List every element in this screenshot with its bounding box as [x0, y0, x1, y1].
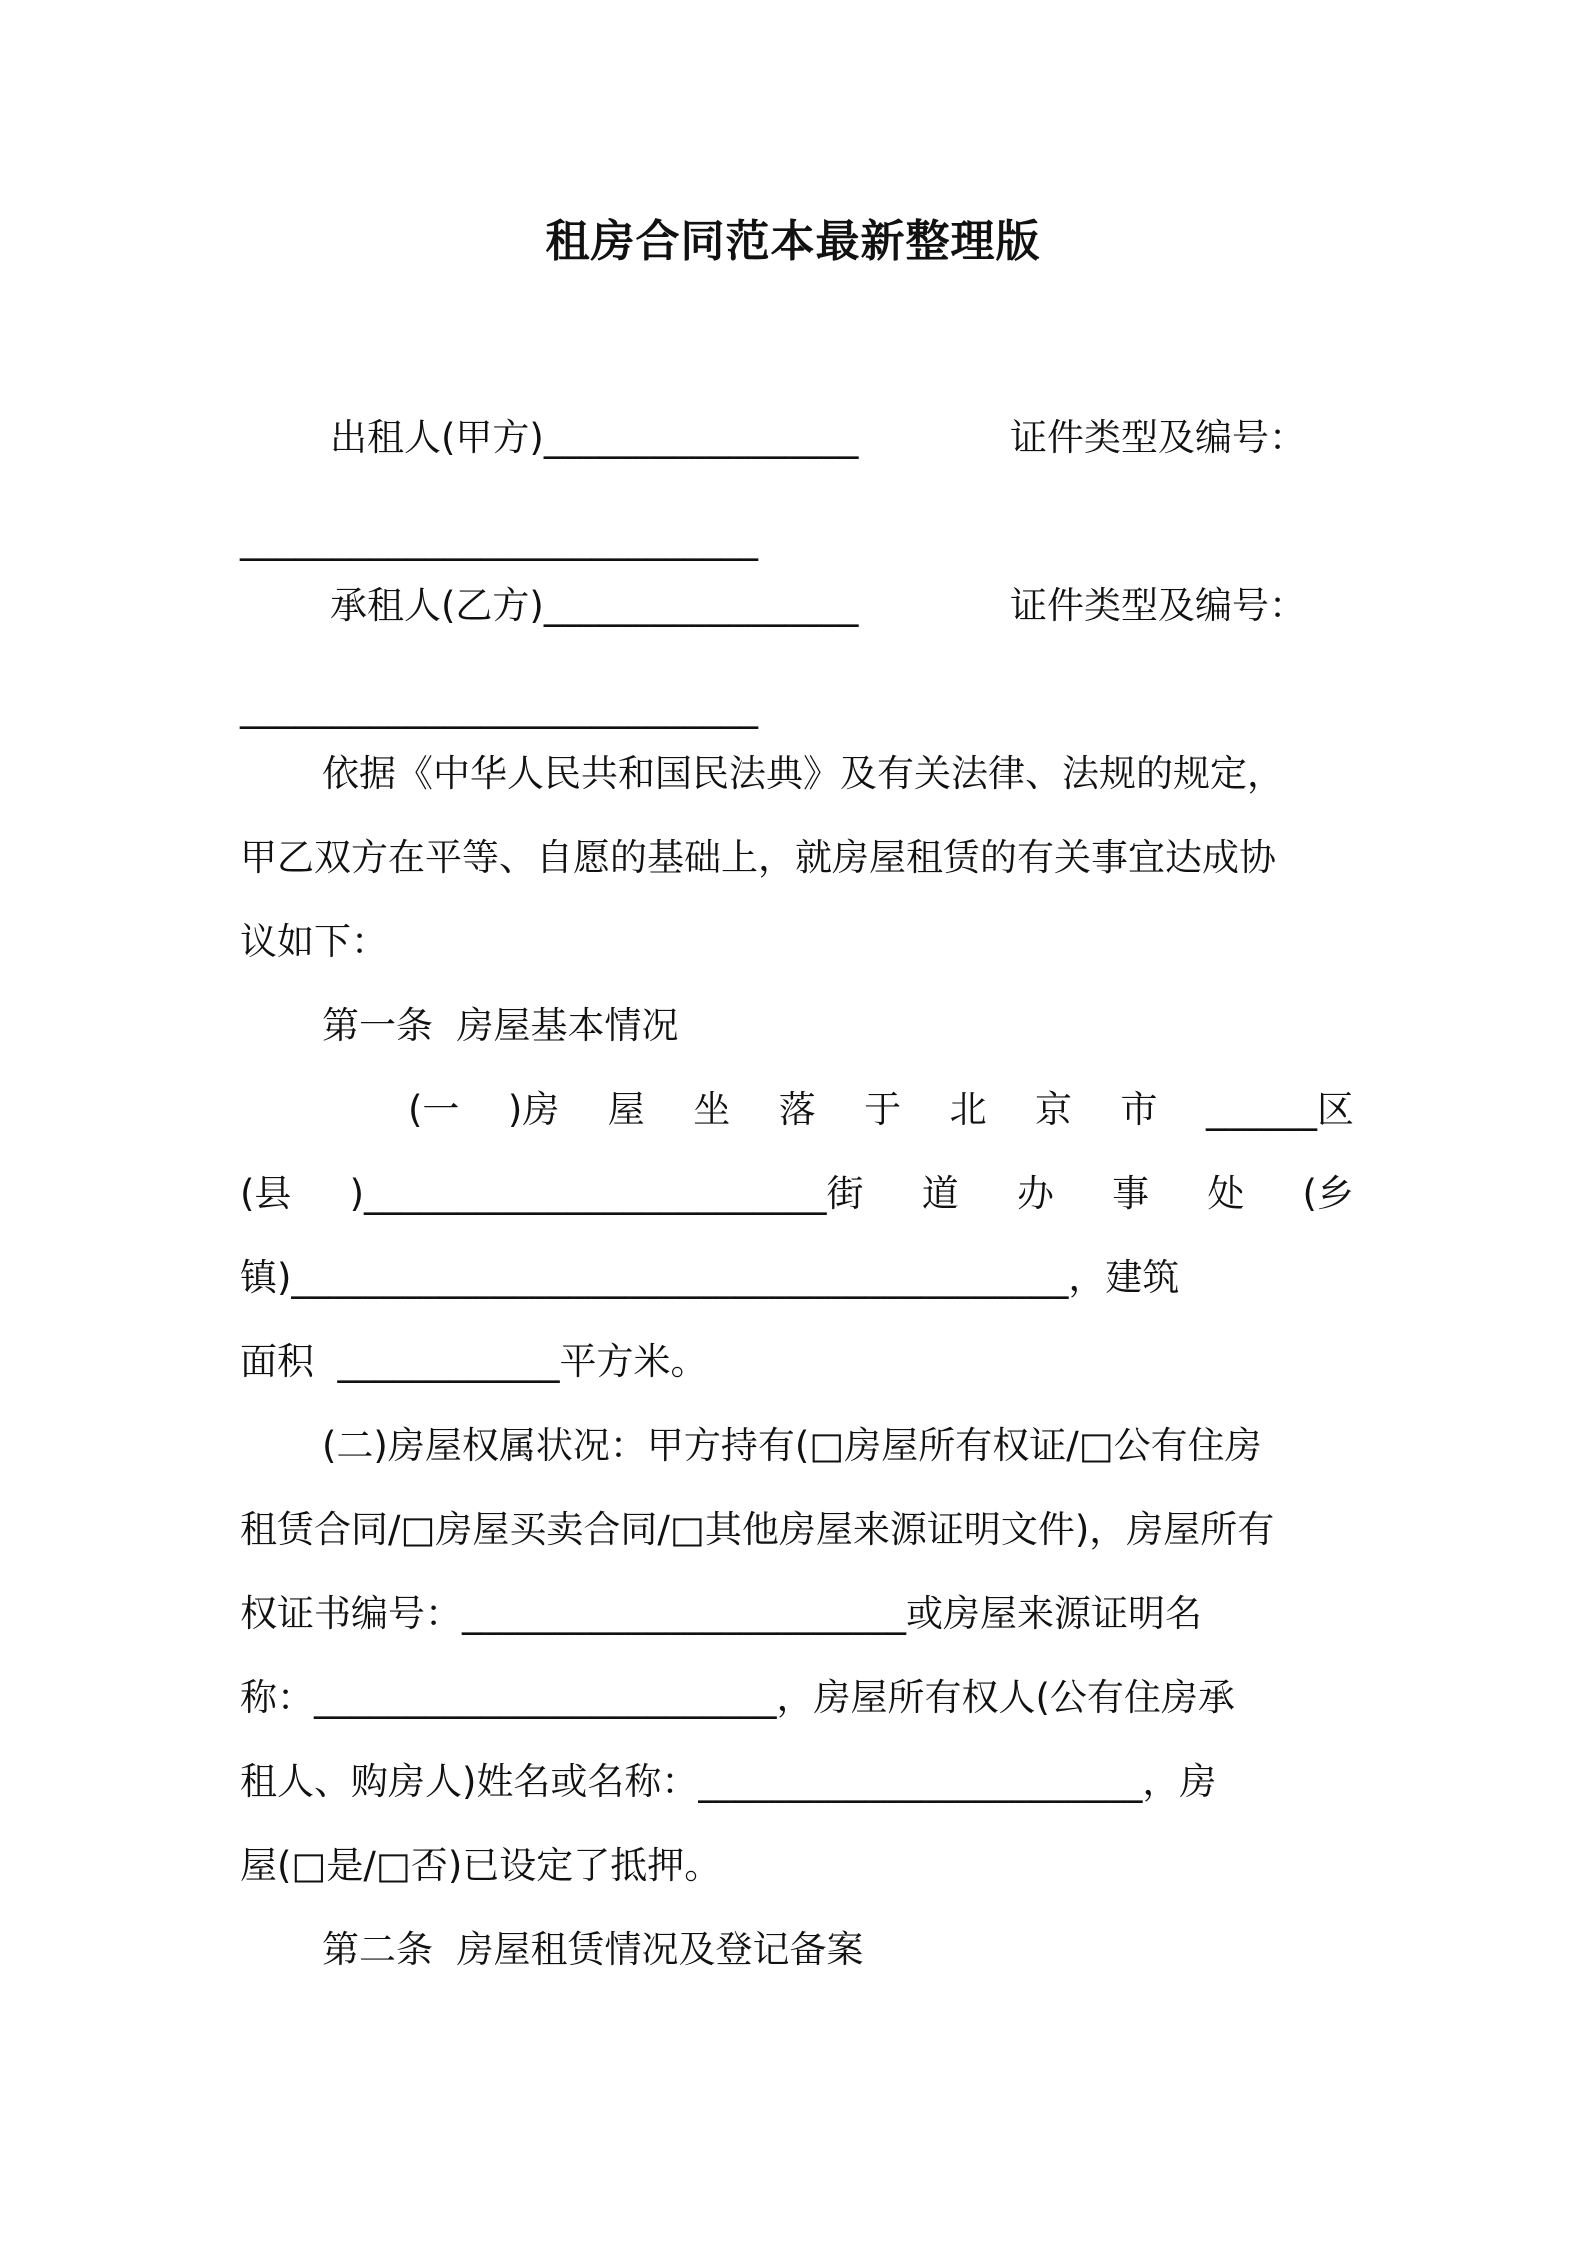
party-b-id-label: 证件类型及编号：: [1010, 584, 1306, 627]
text-segment: 道: [921, 1172, 959, 1215]
article-1-item-1-line-4: 面积 ____________平方米。: [240, 1340, 708, 1383]
article-1-item-2-line: 租赁合同/□房屋买卖合同/□其他房屋来源证明文件)，房屋所有: [240, 1508, 1275, 1551]
text-segment: 市: [1120, 1088, 1158, 1131]
text-segment: 京: [1035, 1088, 1073, 1131]
article-2-heading: 第二条 房屋租赁情况及登记备案: [322, 1928, 864, 1971]
article-1-item-2-line: 租人、购房人)姓名或名称：________________________，房: [240, 1760, 1217, 1803]
article-1-item-1-line-3: 镇)__________________________________________，建筑: [240, 1256, 1180, 1299]
article-1-item-2-line: 称：_________________________，房屋所有权人(公有住房承: [240, 1676, 1235, 1719]
party-b-id-blank: ____________________________: [240, 686, 758, 729]
party-a-label: 出租人(甲方)_________________: [330, 416, 859, 459]
text-segment: (一: [408, 1088, 460, 1131]
text-segment: 坐: [693, 1088, 731, 1131]
text-segment: 落: [778, 1088, 816, 1131]
text-segment: 办: [1016, 1172, 1054, 1215]
text-segment: (县: [240, 1172, 292, 1215]
text-segment: 屋: [607, 1088, 645, 1131]
party-b-label: 承租人(乙方)_________________: [330, 584, 859, 627]
intro-line: 依据《中华人民共和国民法典》及有关法律、法规的规定，: [322, 752, 1284, 795]
article-1-item-2-line: (二)房屋权属状况：甲方持有(□房屋所有权证/□公有住房: [322, 1424, 1262, 1467]
document-title: 租房合同范本最新整理版: [545, 216, 1041, 267]
text-segment: (乡: [1302, 1172, 1354, 1215]
article-1-item-1-line-2: [240, 1164, 1354, 1224]
text-segment: 于: [864, 1088, 902, 1131]
article-1-item-2-line: 屋(□是/□否)已设定了抵押。: [240, 1844, 722, 1887]
intro-line: 议如下：: [240, 920, 388, 963]
text-segment: 处: [1207, 1172, 1245, 1215]
article-1-item-1-line-1: [408, 1080, 1354, 1140]
party-a-id-label: 证件类型及编号：: [1010, 416, 1306, 459]
text-segment: ______区: [1205, 1088, 1354, 1131]
text-segment: 北: [949, 1088, 987, 1131]
party-a-id-blank: ____________________________: [240, 518, 758, 561]
article-1-item-2-line: 权证书编号：________________________或房屋来源证明名: [240, 1592, 1202, 1635]
text-segment: 事: [1112, 1172, 1150, 1215]
text-segment: )_________________________街: [349, 1172, 864, 1215]
article-1-heading: 第一条 房屋基本情况: [322, 1004, 679, 1047]
intro-line: 甲乙双方在平等、自愿的基础上，就房屋租赁的有关事宜达成协: [240, 836, 1276, 879]
text-segment: )房: [507, 1088, 560, 1131]
